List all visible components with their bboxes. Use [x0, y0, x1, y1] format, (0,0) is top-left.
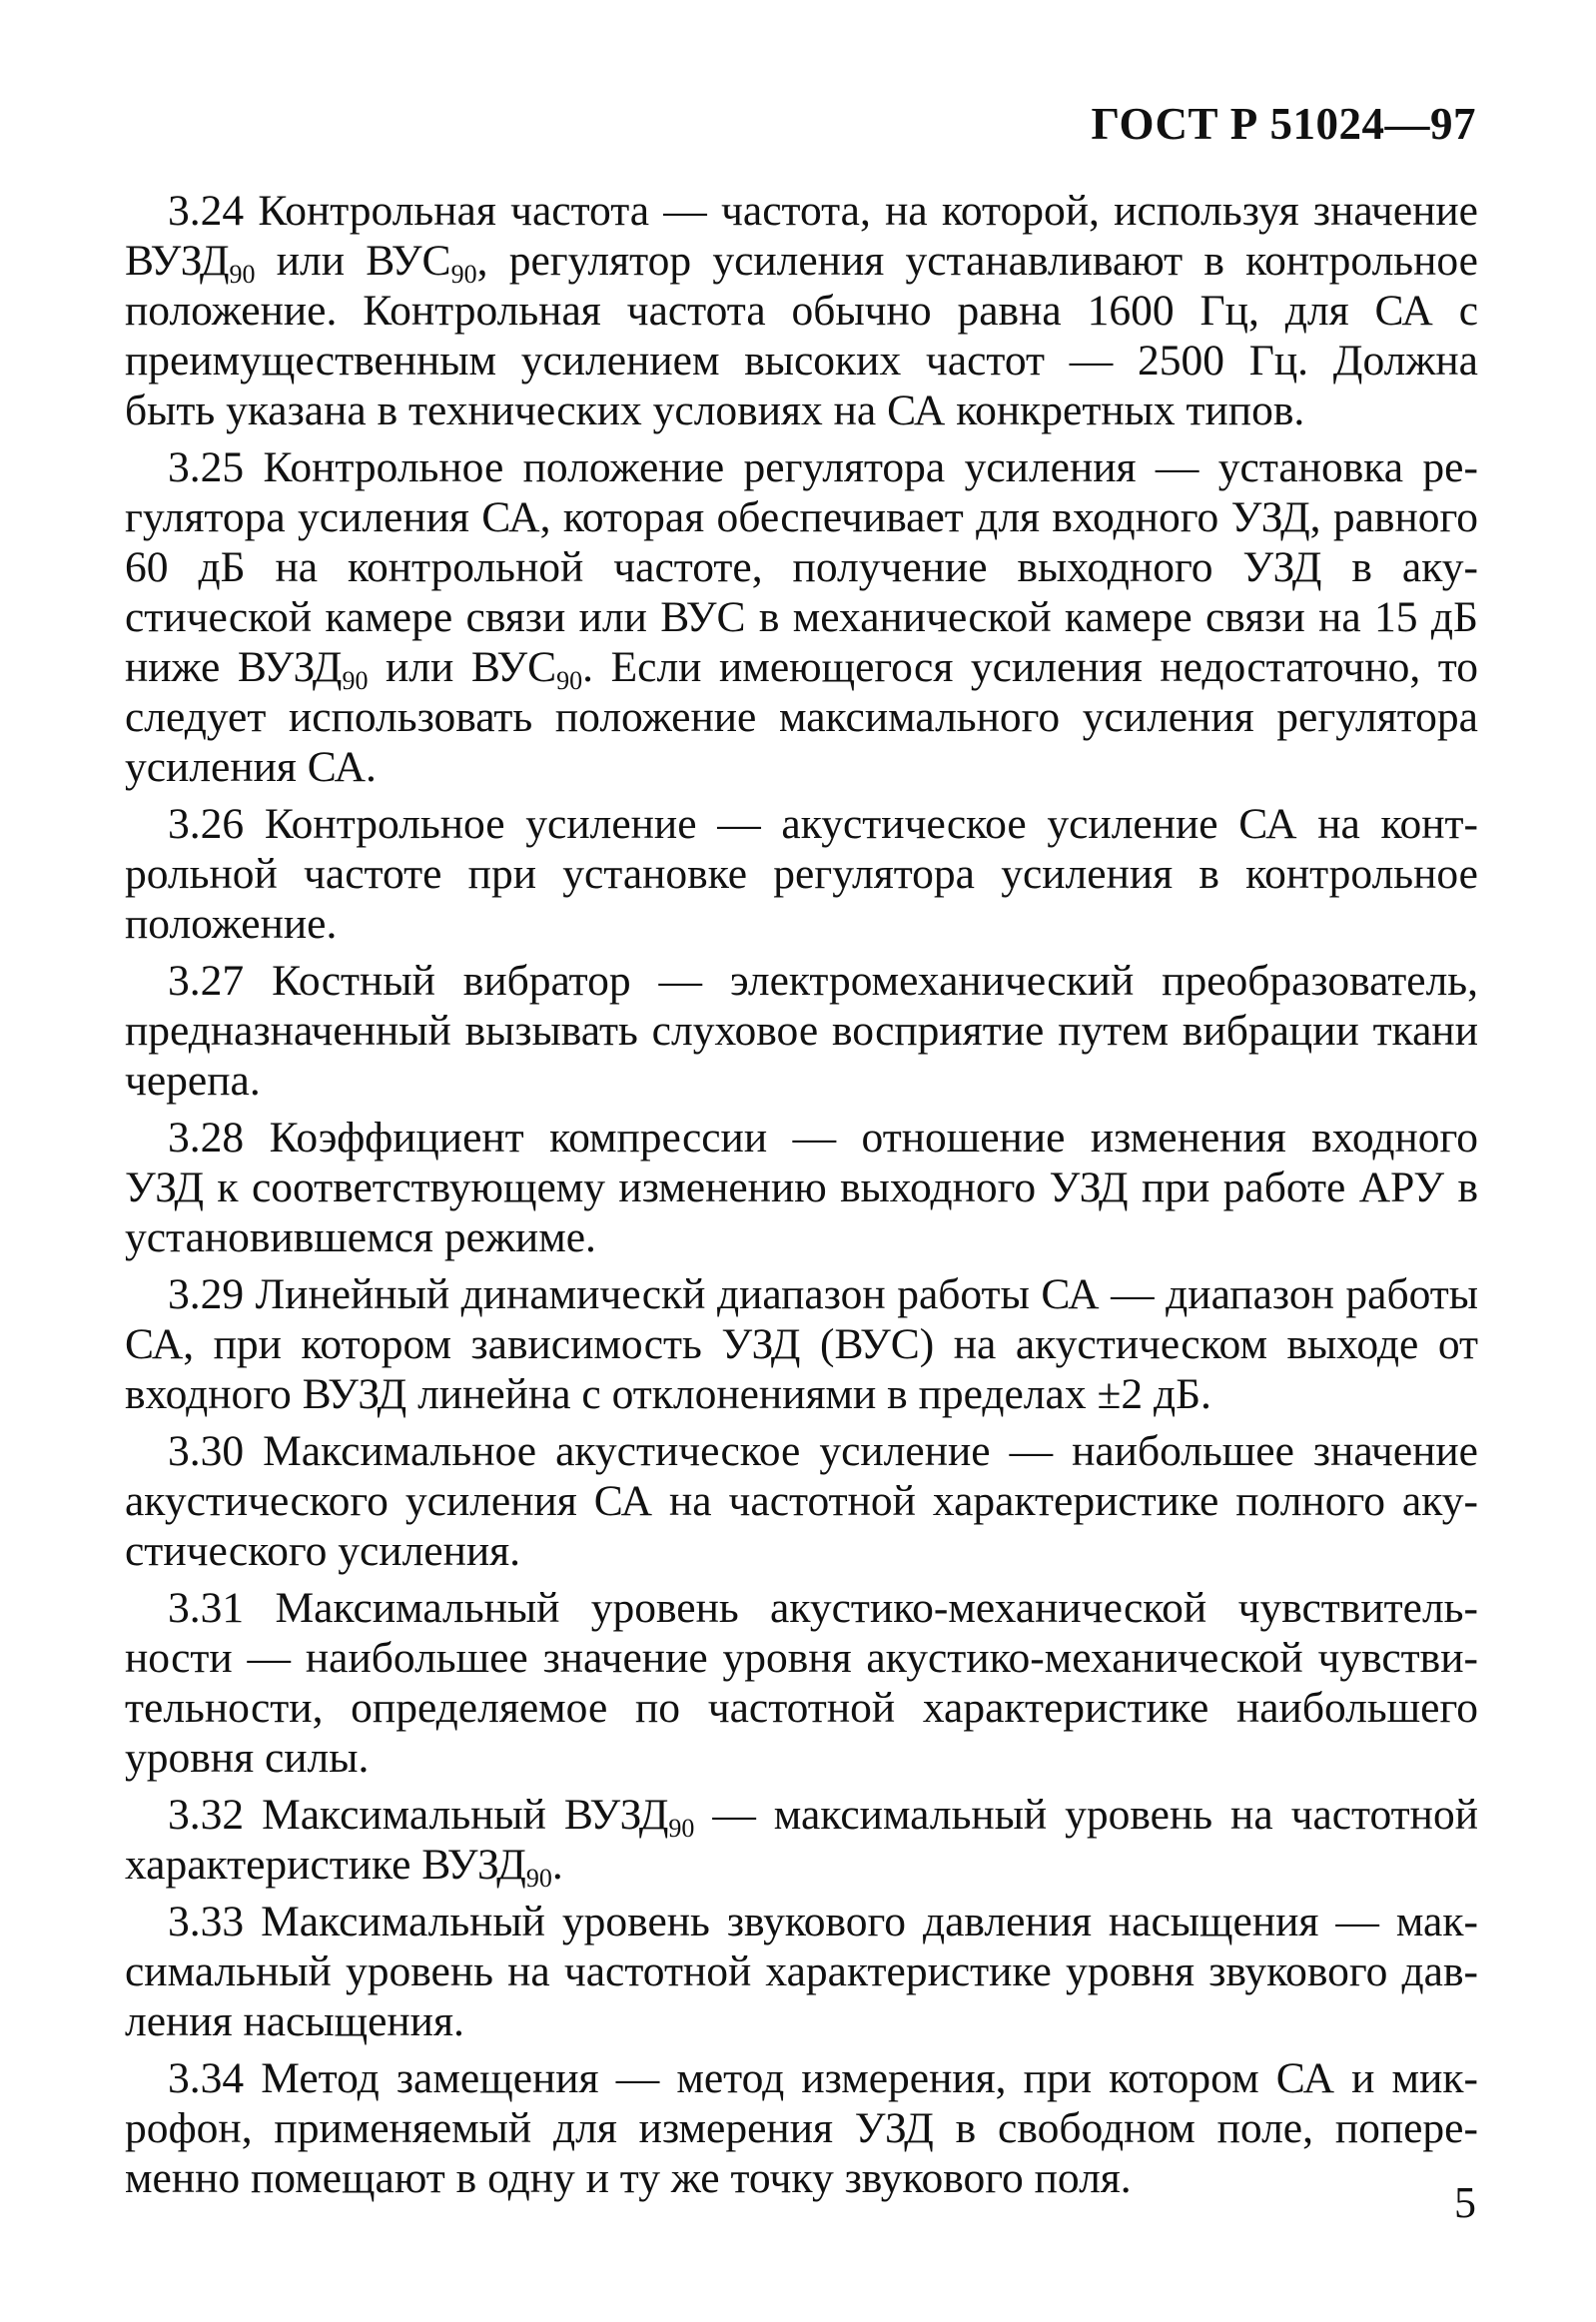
paragraph-3-28	[125, 1113, 1478, 1262]
paragraph-text: 3.31 Максимальный уровень акустико-механической чувствительности — наибольшее значение уровня акустико-механической чувствительности, определяемое по частотной характеристике наибольшего уровня силы.	[125, 1584, 1478, 1782]
paragraph-text: 3.34 Метод замещения — метод измерения, при котором СА и микрофон, применяемый для измерения УЗД в свободном поле, попеременно помещают в одну и ту же точку звукового поля.	[125, 2054, 1478, 2202]
paragraph-text: 3.30 Максимальное акустическое усиление — наибольшее значение акустического усиления СА на частотной характеристике полного акустического усиления.	[125, 1427, 1478, 1575]
subscript-90: 90	[450, 260, 477, 289]
document-code-header: ГОСТ Р 51024—97	[1091, 99, 1476, 149]
paragraph-text: или ВУС	[255, 237, 451, 285]
paragraph-text: . Если имеющегося усиления недостаточно, то следует использовать положение максимального усиления регулятора усиления СА.	[125, 643, 1478, 791]
paragraph-3-33	[125, 1897, 1478, 2046]
paragraph-text: .	[551, 1841, 563, 1889]
paragraph-3-32	[125, 1790, 1478, 1893]
paragraph-3-30	[125, 1426, 1478, 1576]
paragraph-3-26	[125, 799, 1478, 949]
subscript-90: 90	[342, 666, 369, 695]
paragraph-3-25	[125, 442, 1478, 792]
paragraph-text: 3.33 Максимальный уровень звукового давления насыщения — максимальный уровень на частотной характеристике уровня звукового давления насыщения.	[125, 1898, 1478, 2045]
document-body	[125, 186, 1478, 2210]
subscript-90: 90	[229, 260, 256, 289]
paragraph-3-34	[125, 2053, 1478, 2203]
paragraph-text: — максимальный уровень на частотной характеристике ВУЗД	[125, 1791, 1478, 1889]
subscript-90: 90	[525, 1864, 552, 1893]
subscript-90: 90	[556, 666, 583, 695]
paragraph-3-31	[125, 1583, 1478, 1783]
paragraph-text: 3.25 Контрольное положение регулятора усиления — установка регулятора усиления СА, которая обеспечивает для входного УЗД, равного 60 дБ на контрольной частоте, получение выходного УЗД в акустической камере связи или ВУС в механической камере связи на 15 дБ ниже ВУЗД	[125, 443, 1478, 691]
paragraph-text: 3.27 Костный вибратор — электромеханический преобразователь, предназначенный вызывать слуховое восприятие путем вибрации ткани черепа.	[125, 957, 1478, 1105]
paragraph-text: , регулятор усиления устанавливают в контрольное положение. Контрольная частота обычно равна 1600 Гц, для СА с преимущественным усилением высоких частот — 2500 Гц. Должна быть указана в технических условиях на СА конкретных типов.	[125, 237, 1478, 434]
paragraph-text: 3.32 Максимальный ВУЗД	[168, 1791, 669, 1839]
paragraph-text: 3.29 Линейный динамическй диапазон работы СА — диапазон работы СА, при котором зависимость УЗД (ВУС) на акустическом выходе от входного ВУЗД линейна с отклонениями в пределах ±2 дБ.	[125, 1270, 1478, 1418]
paragraph-3-29	[125, 1269, 1478, 1419]
paragraph-text: 3.26 Контрольное усиление — акустическое усиление СА на контрольной частоте при установке регулятора усиления в контрольное положение.	[125, 800, 1478, 948]
paragraph-text: 3.24 Контрольная частота — частота, на которой, используя значение ВУЗД	[125, 187, 1478, 285]
page-number: 5	[1454, 2178, 1476, 2227]
paragraph-text: 3.28 Коэффициент компрессии — отношение изменения входного УЗД к соответствующему изменению выходного УЗД при работе АРУ в установившемся режиме.	[125, 1114, 1478, 1261]
subscript-90: 90	[668, 1814, 695, 1843]
paragraph-text: или ВУС	[368, 643, 557, 691]
paragraph-3-24	[125, 186, 1478, 435]
paragraph-3-27	[125, 956, 1478, 1106]
